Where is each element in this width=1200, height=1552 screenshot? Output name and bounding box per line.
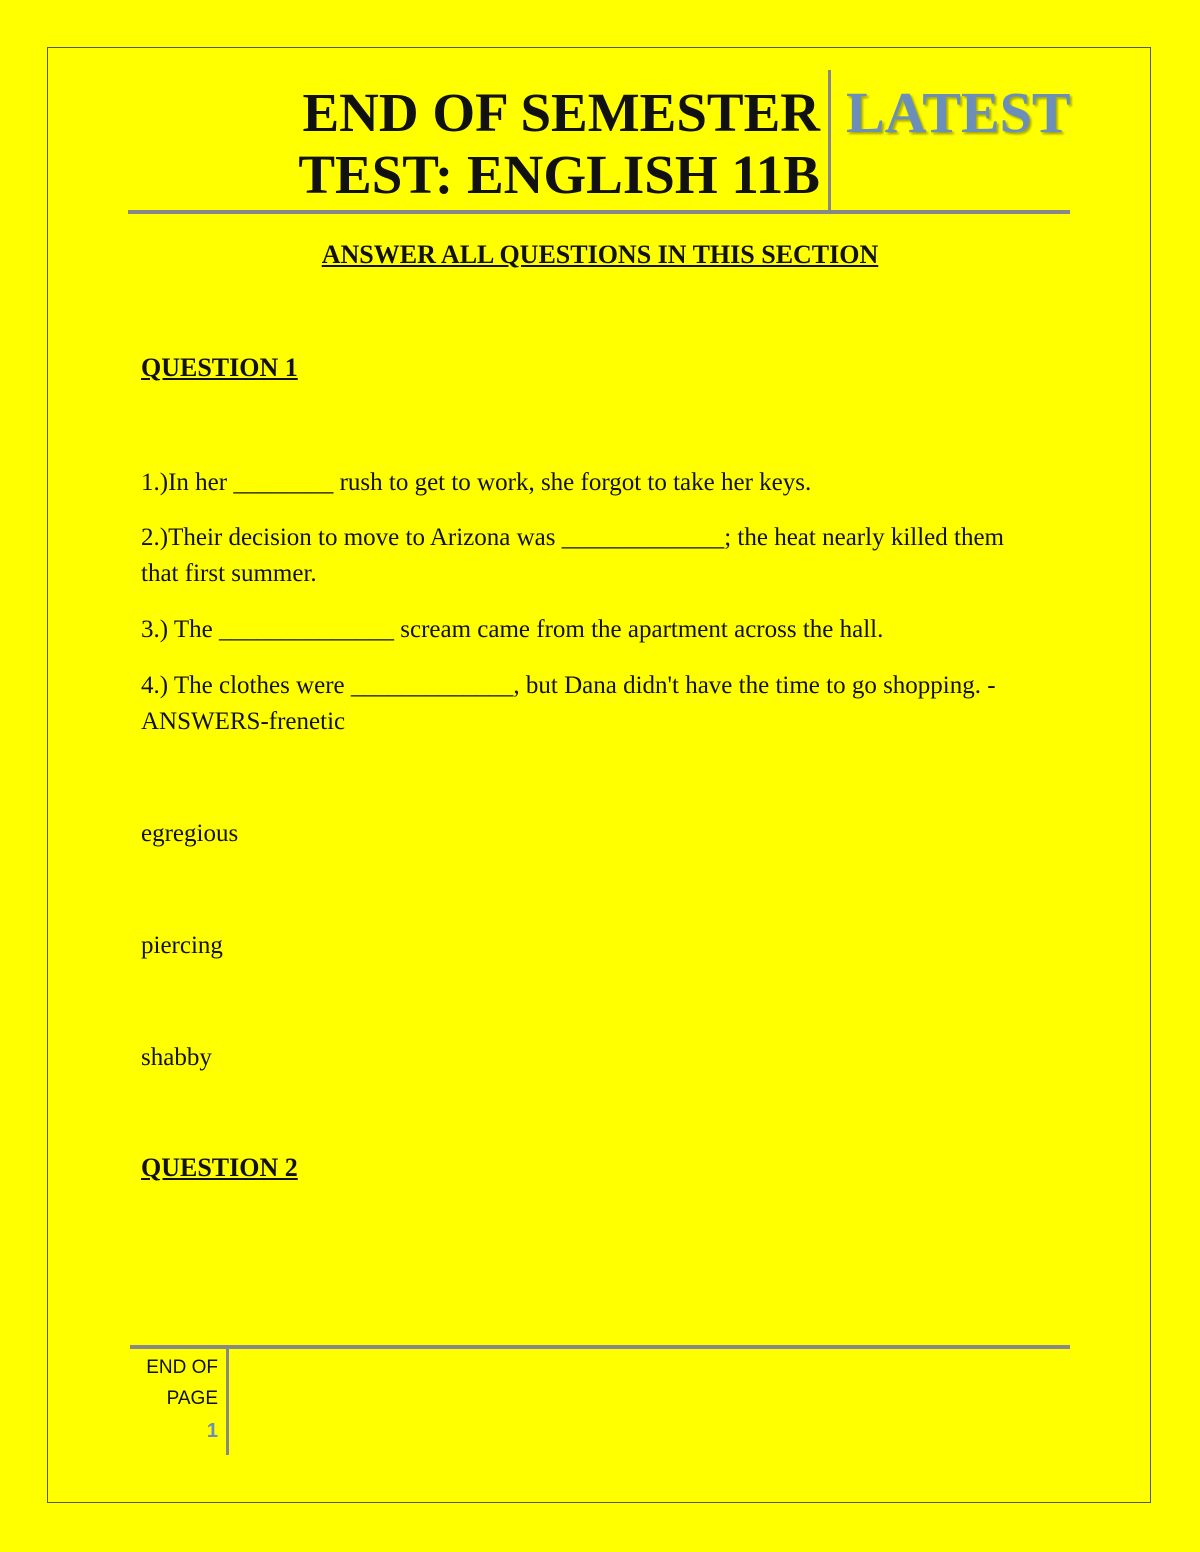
title-line-2: TEST: ENGLISH 11B (298, 144, 820, 205)
title-line-1: END OF SEMESTER (302, 82, 820, 143)
question-2-heading: QUESTION 2 (141, 1153, 298, 1182)
section-instruction: ANSWER ALL QUESTIONS IN THIS SECTION (321, 240, 879, 269)
answer-piercing: piercing (141, 932, 223, 959)
latest-badge: LATEST (846, 80, 1071, 145)
footer-label-line-2: PAGE (166, 1388, 218, 1409)
footer-rule (130, 1345, 1070, 1349)
document-title (200, 82, 820, 206)
question-1-item-4: 4.) The clothes were _____________, but Dana didn't have the time to go shopping. - ANSWERS-frenetic (141, 672, 996, 735)
answer-shabby: shabby (141, 1044, 212, 1071)
question-1-item-2: 2.)Their decision to move to Arizona was _____________; the heat nearly killed them that first summer. (141, 524, 1004, 587)
header-rule (128, 210, 1070, 214)
question-1-item-1: 1.)In her ________ rush to get to work, she forgot to take her keys. (141, 469, 812, 496)
footer-label-line-1: END OF (146, 1357, 218, 1378)
question-1-item-3: 3.) The ______________ scream came from the apartment across the hall. (141, 616, 884, 643)
page-number: 1 (206, 1420, 218, 1442)
footer-label (130, 1352, 218, 1414)
question-1-heading: QUESTION 1 (141, 353, 298, 382)
answer-egregious: egregious (141, 820, 239, 847)
title-divider (828, 70, 831, 212)
footer-divider (226, 1349, 229, 1455)
